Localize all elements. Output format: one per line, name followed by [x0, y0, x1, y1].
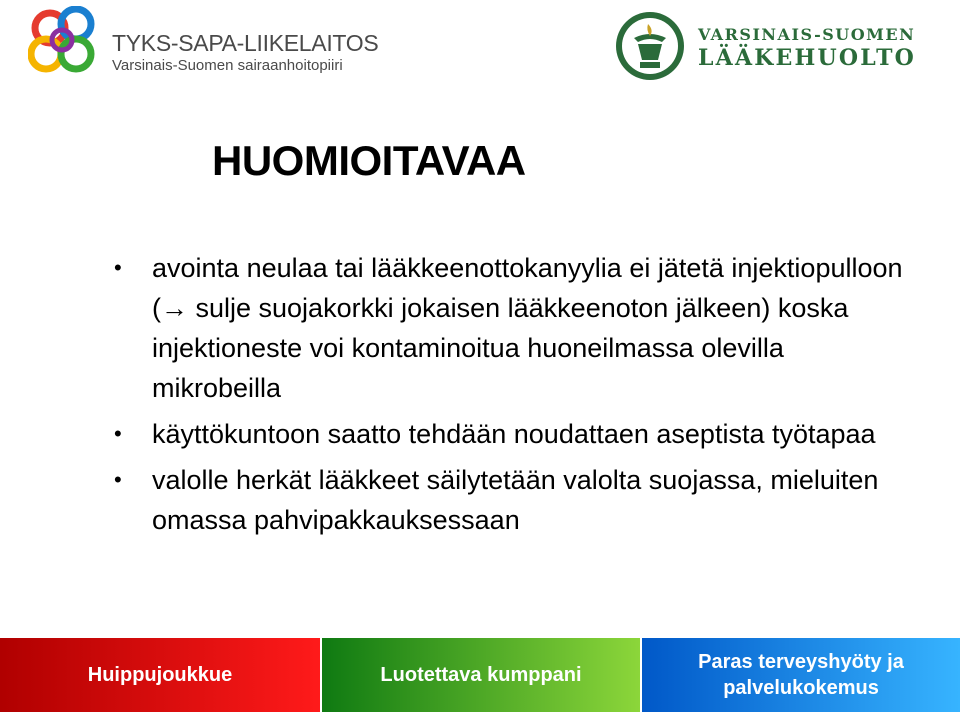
footer-banner — [0, 638, 960, 712]
bullet-item — [110, 248, 920, 408]
bullet-text: käyttökuntoon saatto tehdään noudattaen aseptista työtapaa — [152, 419, 876, 449]
bullet-text: avointa neulaa tai lääkkeenottokanyylia ei jätetä injektiopulloon (→ sulje suojakorkki jokaisen lääkkeenoton jälkeen) koska injektioneste voi kontaminoitua huoneilmassa olevilla mikrobeilla — [152, 253, 903, 403]
header — [0, 0, 960, 110]
footer-item3-line2: palvelukokemus — [723, 677, 879, 699]
slide-title: HUOMIOITAVAA — [212, 137, 526, 184]
bullet-list — [110, 248, 920, 546]
bullet-item — [110, 414, 920, 454]
logo-left-title: TYKS-SAPA-LIIKELAITOS — [112, 30, 379, 56]
footer-item3-line1: Paras terveyshyöty ja — [698, 651, 904, 673]
bullet-item — [110, 460, 920, 540]
knot-logo-icon — [28, 6, 108, 84]
footer-luotettava-kumppani — [320, 638, 640, 712]
logo-right-line2: LÄÄKEHUOLTO — [698, 45, 917, 71]
footer-huippujoukkue — [0, 638, 320, 712]
logo-left-subtitle: Varsinais-Suomen sairaanhoitopiiri — [112, 57, 343, 74]
mortar-emblem-icon — [612, 8, 688, 84]
tyks-sapa-logo — [28, 6, 379, 84]
footer-paras-terveyshyoty — [640, 638, 960, 712]
bullet-dot-icon: • — [114, 255, 122, 280]
bullet-dot-icon: • — [114, 467, 122, 492]
logo-right-line1: VARSINAIS-SUOMEN — [698, 25, 916, 44]
laakehuolto-logo — [612, 8, 942, 84]
footer-item1-label: Huippujoukkue — [87, 664, 233, 686]
bullet-dot-icon: • — [114, 421, 122, 446]
footer-item2-label: Luotettava kumppani — [380, 664, 582, 686]
bullet-text: valolle herkät lääkkeet säilytetään valolta suojassa, mieluiten omassa pahvipakkauksessaan — [152, 465, 879, 535]
